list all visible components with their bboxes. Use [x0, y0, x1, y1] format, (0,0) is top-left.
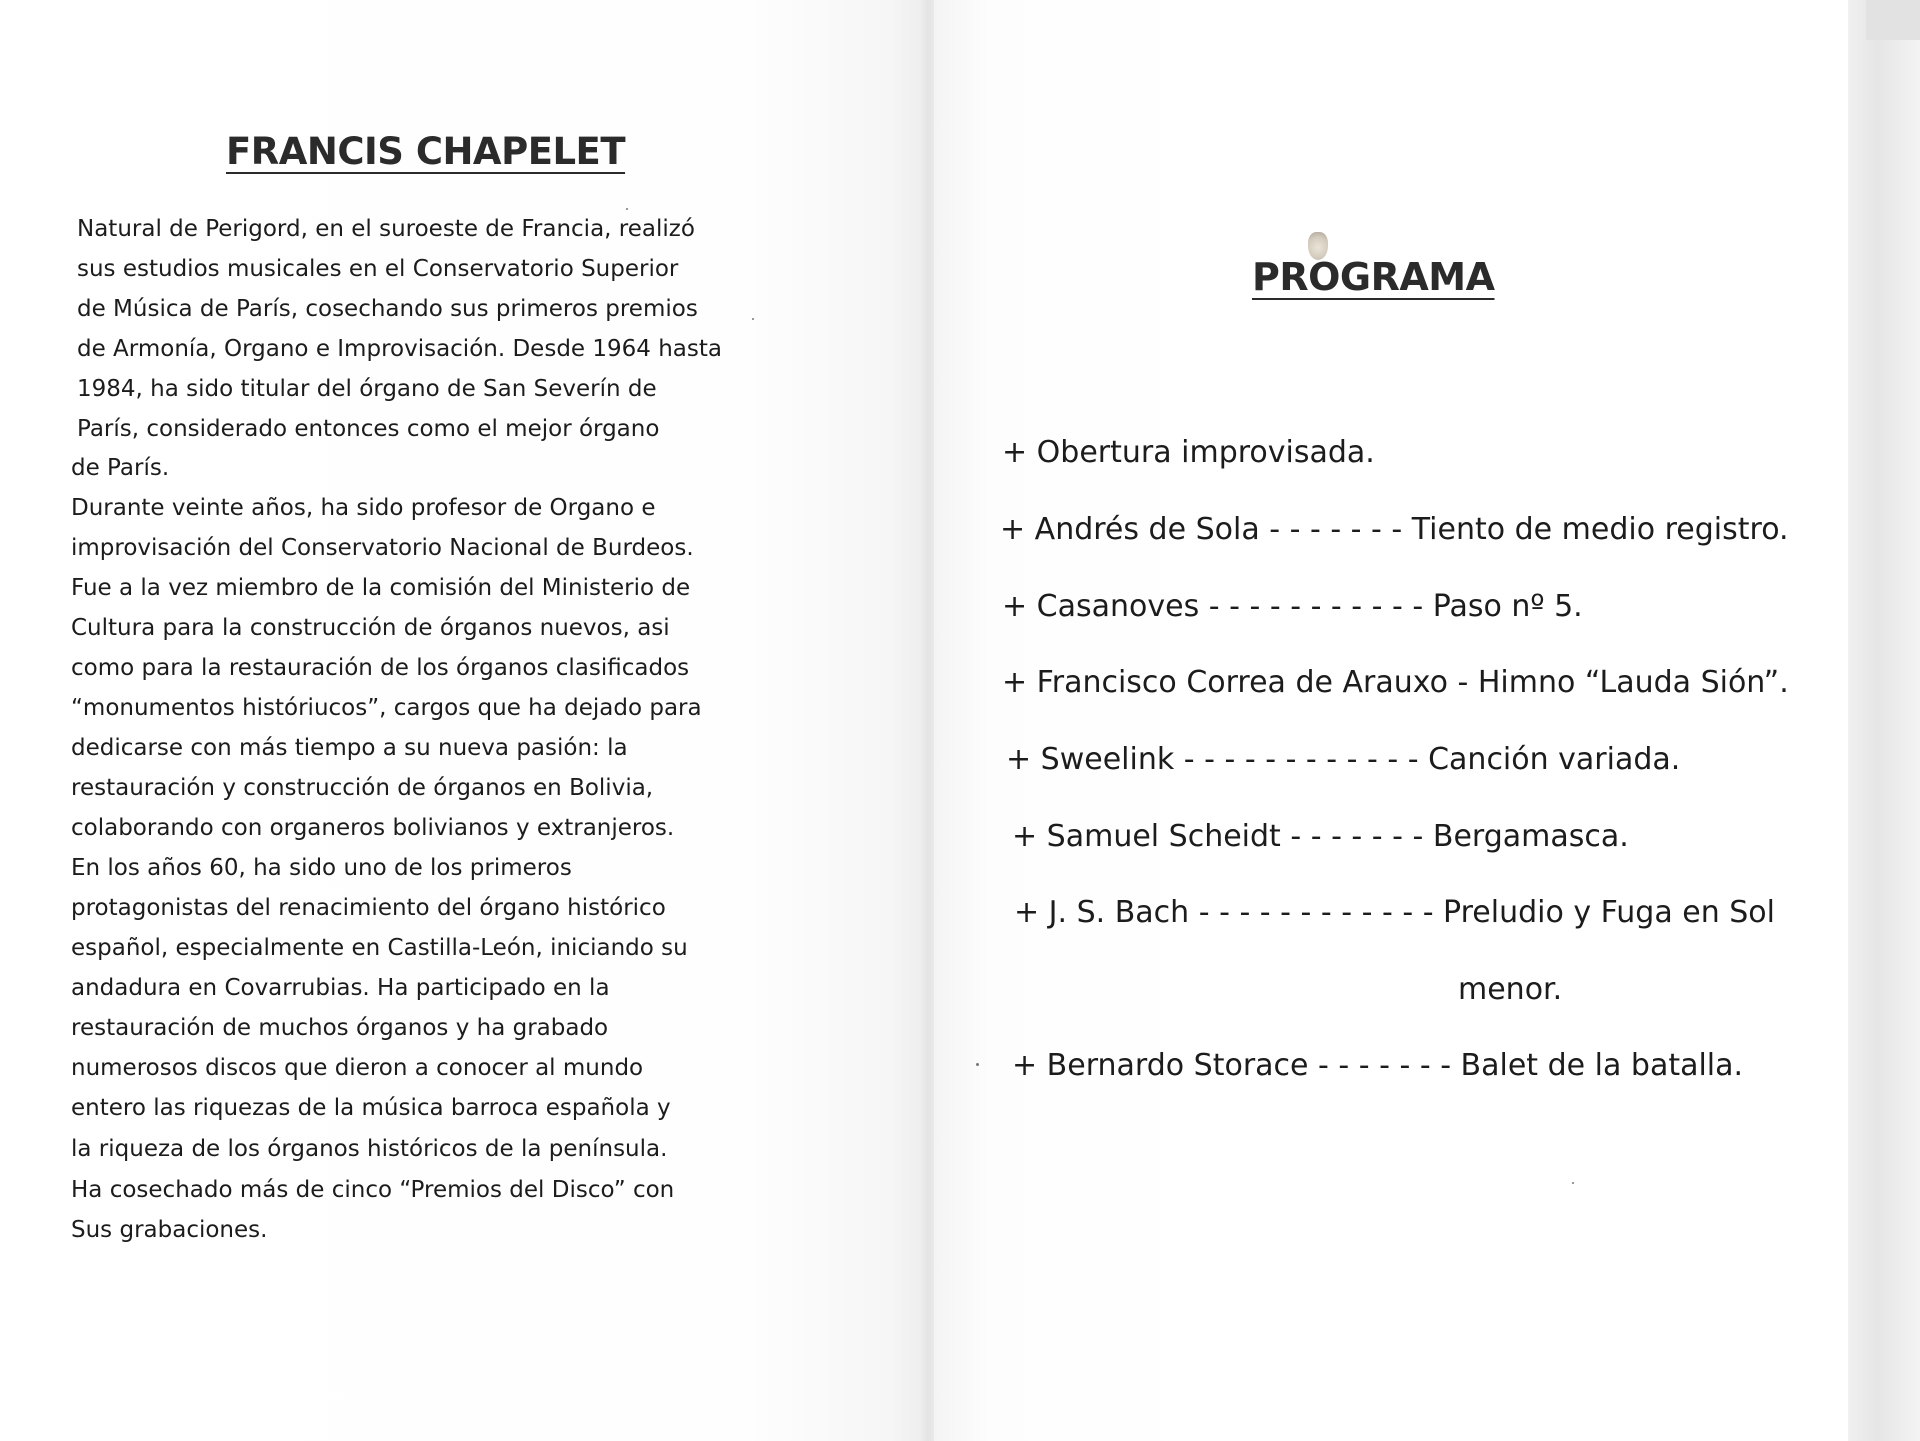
bio-line: Sus grabaciones.	[71, 1217, 268, 1243]
program-item: + Obertura improvisada.	[1002, 435, 1375, 470]
bio-line: como para la restauración de los órganos clasificados	[71, 655, 690, 681]
bio-line: Durante veinte años, ha sido profesor de Organo e	[71, 495, 656, 521]
bio-line: “monumentos histórіucos”, cargos que ha dejado para	[71, 695, 702, 721]
bio-line: la riqueza de los órganos históricos de la península.	[71, 1136, 668, 1162]
bio-line: de París.	[71, 455, 170, 481]
bio-line: entero las riquezas de la música barroca española y	[71, 1095, 671, 1121]
bio-line: numerosos discos que dieron a conocer al mundo	[71, 1055, 644, 1081]
program-item: + Casanoves - - - - - - - - - - - Paso nº 5.	[1002, 589, 1583, 624]
page-edge-corner	[1866, 0, 1920, 40]
bio-line: Natural de Perigord, en el suroeste de Francia, realizó	[77, 216, 695, 242]
bio-line: En los años 60, ha sido uno de los primeros	[71, 855, 572, 881]
bio-line: colaborando con organeros bolivianos y extranjeros.	[71, 815, 675, 841]
bio-line: de Armonía, Organo e Improvisación. Desde 1964 hasta	[77, 336, 722, 362]
program-item: + J. S. Bach - - - - - - - - - - - - Preludio y Fuga en Sol	[1014, 895, 1775, 930]
bio-line: andadura en Covarrubias. Ha participado en la	[71, 975, 610, 1001]
bio-title: FRANCIS CHAPELET	[226, 130, 626, 173]
bio-line: restauración de muchos órganos y ha grabado	[71, 1015, 609, 1041]
paper-speck	[752, 318, 754, 320]
paper-speck	[626, 208, 628, 210]
bio-line: Ha cosechado más de cinco “Premios del Disco” con	[71, 1177, 675, 1203]
bio-line: de Música de París, cosechando sus primeros premios	[77, 296, 698, 322]
bio-line: París, considerado entonces como el mejor órgano	[77, 416, 660, 442]
bio-line: dedicarse con más tiempo a su nueva pasión: la	[71, 735, 628, 761]
bio-line: improvisación del Conservatorio Nacional de Burdeos.	[71, 535, 694, 561]
program-item: + Francisco Correa de Arauxo - Himno “Lauda Sión”.	[1002, 665, 1789, 700]
page-edge-shadow	[1848, 0, 1920, 1441]
program-item: + Samuel Scheidt - - - - - - - Bergamasca.	[1012, 819, 1629, 854]
paper-speck	[1572, 1182, 1574, 1184]
bio-line: sus estudios musicales en el Conservatorio Superior	[77, 256, 679, 282]
bio-line: protagonistas del renacimiento del órgano histórico	[71, 895, 666, 921]
program-item: + Andrés de Sola - - - - - - - Tiento de medio registro.	[1000, 512, 1789, 547]
bio-line: 1984, ha sido titular del órgano de San Severín de	[77, 376, 657, 402]
program-title: PROGRAMA	[1252, 255, 1495, 299]
program-item-continuation: menor.	[1458, 972, 1563, 1007]
right-page	[934, 0, 1848, 1441]
paper-speck	[976, 1063, 979, 1066]
bio-line: Cultura para la construcción de órganos nuevos, asi	[71, 615, 670, 641]
bio-line: Fue a la vez miembro de la comisión del Ministerio de	[71, 575, 691, 601]
program-item: + Bernardo Storace - - - - - - - Balet de la batalla.	[1012, 1048, 1744, 1083]
bio-line: español, especialmente en Castilla-León, iniciando su	[71, 935, 688, 961]
program-item: + Sweelink - - - - - - - - - - - - Canción variada.	[1006, 742, 1681, 777]
bio-line: restauración y construcción de órganos en Bolivia,	[71, 775, 654, 801]
